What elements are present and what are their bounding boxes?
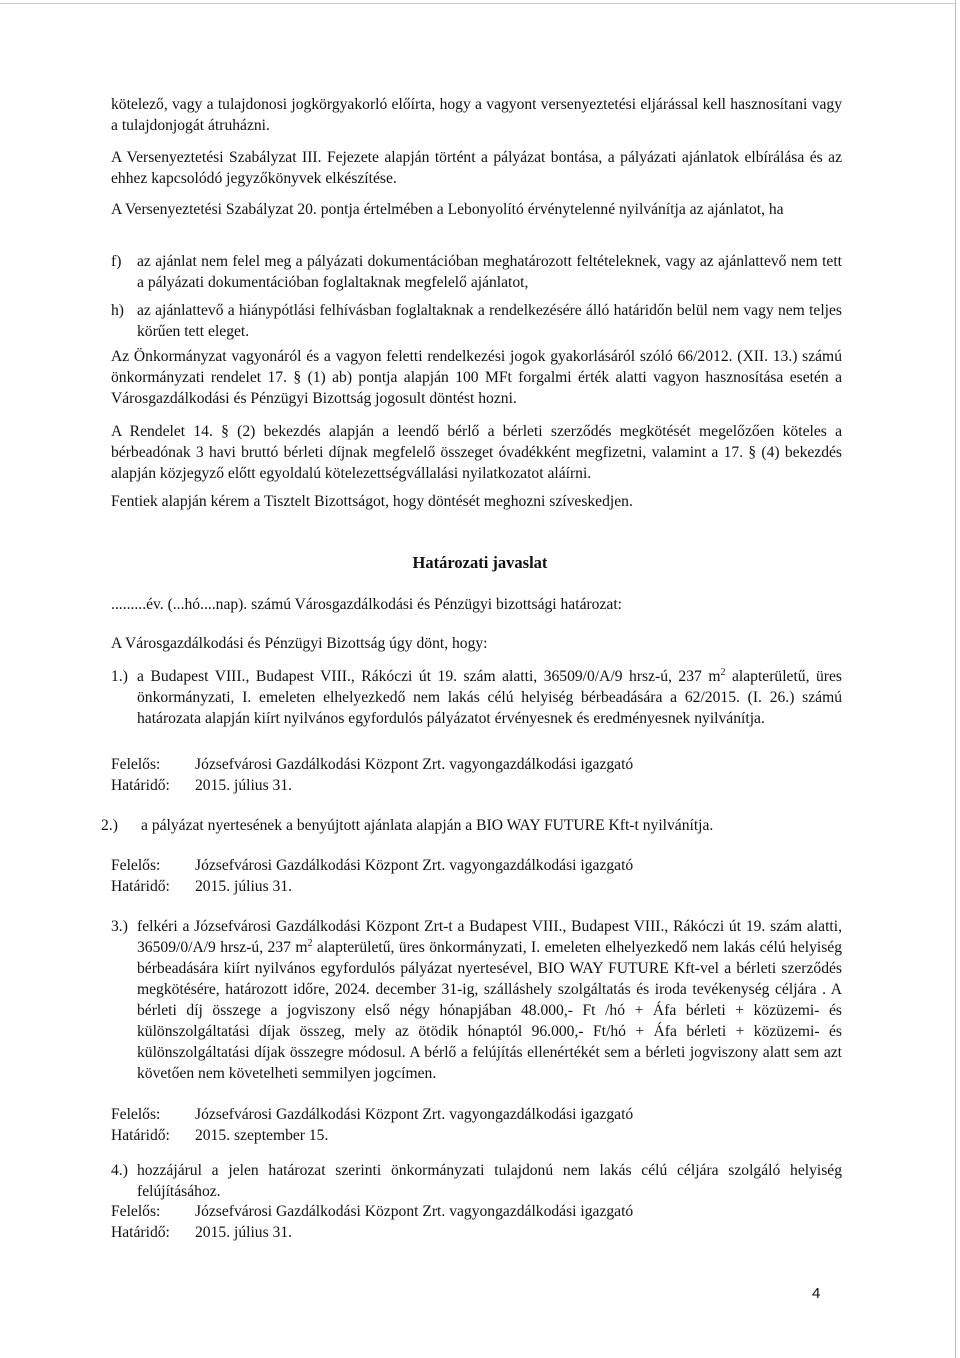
section-heading: Határozati javaslat (412, 553, 548, 572)
responsible-row-4 (111, 1201, 842, 1222)
responsible-label: Felelős: (111, 1106, 161, 1123)
list-item-text: az ajánlattevő a hiánypótlási felhívásban foglaltaknak a rendelkezésére álló határidőn belül nem vagy nem teljes körűen tett eleget. (137, 302, 842, 340)
deadline-value: 2015. július 31. (195, 1224, 293, 1241)
list-item-text: az ajánlat nem felel meg a pályázati dokumentációban meghatározott feltételeknek, vagy az ajánlattevő nem tett a pályázati dokumentációban foglaltaknak megfelelő ajánlatot, (137, 253, 842, 291)
decision-item-number: 2.) (101, 817, 118, 834)
decision-item-number: 3.) (111, 918, 128, 935)
responsible-value: Józsefvárosi Gazdálkodási Központ Zrt. vagyongazdálkodási igazgató (195, 1203, 634, 1220)
responsible-value: Józsefvárosi Gazdálkodási Központ Zrt. vagyongazdálkodási igazgató (195, 857, 634, 874)
decision-item-2 (101, 815, 842, 836)
decision-item-text: a Budapest VIII., Budapest VIII., Rákóczi út 19. szám alatti, 36509/0/A/9 hrsz-ú, 237 $m^2$ alapterületű, üres önkormányzati, I. emeleten elhelyezkedő nem lakás célú helyiség bérbeadására a 62/2015. (I. 26.) számú határozata alapján kiírt nyilvános egyfordulós pályázatot érvényesnek és eredményesnek nyilvánítja. (137, 666, 842, 727)
responsible-row-3 (111, 1104, 842, 1125)
list-item-label: h) (111, 302, 124, 319)
deadline-label: Határidő: (111, 878, 170, 895)
deadline-row-1 (111, 775, 842, 796)
deadline-row-2 (111, 876, 842, 897)
deadline-value: 2015. szeptember 15. (195, 1127, 329, 1144)
list-item-f (111, 251, 842, 293)
paragraph-intro: kötelező, vagy a tulajdonosi jogkörgyakorló előírta, hogy a vagyont versenyeztetési eljárással kell hasznosítani vagy a tulajdonjogát átruházni. (111, 96, 842, 134)
list-item-h (111, 300, 842, 342)
paragraph-regulation: Az Önkormányzat vagyonáról és a vagyon feletti rendelkezési jogok gyakorlásáról szóló 66/2012. (XII. 13.) számú önkormányzati rendelet 17. § (1) ab) pontja alapján 100 MFt forgalmi érték alatti vagyon hasznosítása esetén a Városgazdálkodási és Pénzügyi Bizottság jogosult döntést hozni. (111, 348, 842, 407)
deadline-label: Határidő: (111, 1224, 170, 1241)
responsible-value: Józsefvárosi Gazdálkodási Központ Zrt. vagyongazdálkodási igazgató (195, 756, 634, 773)
paragraph-invalidity: A Versenyeztetési Szabályzat 20. pontja értelmében a Lebonyolító érvénytelenné nyilvánítja az ajánlatot, ha (111, 201, 784, 218)
paragraph-request: Fentiek alapján kérem a Tisztelt Bizottságot, hogy döntését meghozni szíveskedjen. (111, 493, 633, 510)
deadline-row-3 (111, 1125, 842, 1146)
decision-item-number: 1.) (111, 668, 128, 685)
responsible-label: Felelős: (111, 756, 161, 773)
responsible-label: Felelős: (111, 857, 161, 874)
scan-right-border (955, 0, 956, 1358)
decision-intro: A Városgazdálkodási és Pénzügyi Bizottság úgy dönt, hogy: (111, 635, 488, 652)
deadline-label: Határidő: (111, 777, 170, 794)
decision-item-number: 4.) (111, 1162, 128, 1179)
decision-item-text: felkéri a Józsefvárosi Gazdálkodási Központ Zrt-t a Budapest VIII., Budapest VIII., Rákóczi út 19. szám alatti, 36509/0/A/9 hrsz-ú, 237 $m^2$ alapterületű, üres önkormányzati, I. emeleten elhelyezkedő nem lakás célú helyiség bérbeadására kiírt nyilvános egyfordulós pályázat nyertesével, BIO WAY FUTURE Kft-vel a bérleti szerződés megkötésére, határozott időre, 2024. december 31-ig, szálláshely szolgáltatás és iroda tevékenység céljára . A bérleti díj összege a jogviszony első négy hónapjában 48.000,- Ft /hó + Áfa bérleti + közüzemi- és különszolgáltatási díjak összeg, mely az ötödik hónaptól 96.000,- Ft/hó + Áfa bérleti + közüzemi- és különszolgáltatási díjak összegre módosul. A bérlő a felújítás ellenértékét sem a bérleti jogviszony alatt sem azt követően nem követelheti semmilyen jogcímen. (137, 918, 843, 1082)
responsible-row-2 (111, 855, 842, 876)
paragraph-evaluation: A Versenyeztetési Szabályzat III. Fejezete alapján történt a pályázat bontása, a pályázati ajánlatok elbírálása és az ehhez kapcsolódó jegyzőkönyvek elkészítése. (111, 149, 842, 187)
deadline-row-4 (111, 1222, 842, 1243)
page-number: 4 (812, 1285, 821, 1302)
deadline-label: Határidő: (111, 1127, 170, 1144)
deadline-value: 2015. július 31. (195, 777, 293, 794)
decision-item-4 (111, 1160, 842, 1202)
deadline-value: 2015. július 31. (195, 878, 293, 895)
scan-top-border (0, 3, 955, 4)
paragraph-deposit: A Rendelet 14. § (2) bekezdés alapján a leendő bérlő a bérleti szerződés megkötését megelőzően köteles a bérbeadónak 3 havi bruttó bérleti díjnak megfelelő összeget óvadékként megfizetni, valamint a 17. § (4) bekezdés alapján közjegyző előtt egyoldalú kötelezettségvállalási nyilatkozatot aláírni. (111, 423, 842, 482)
resolution-line: .........év. (...hó....nap). számú Városgazdálkodási és Pénzügyi bizottsági határozat: (111, 596, 622, 613)
list-item-label: f) (111, 253, 122, 270)
responsible-label: Felelős: (111, 1203, 161, 1220)
responsible-row-1 (111, 754, 842, 775)
decision-item-3 (111, 916, 842, 1084)
decision-item-text: hozzájárul a jelen határozat szerinti önkormányzati tulajdonú nem lakás célú céljára szolgáló helyiség felújításához. (137, 1162, 842, 1200)
decision-item-text: a pályázat nyertesének a benyújtott ajánlata alapján a BIO WAY FUTURE Kft-t nyilvánítja. (141, 817, 714, 834)
responsible-value: Józsefvárosi Gazdálkodási Központ Zrt. vagyongazdálkodási igazgató (195, 1106, 634, 1123)
decision-item-1 (111, 666, 842, 729)
